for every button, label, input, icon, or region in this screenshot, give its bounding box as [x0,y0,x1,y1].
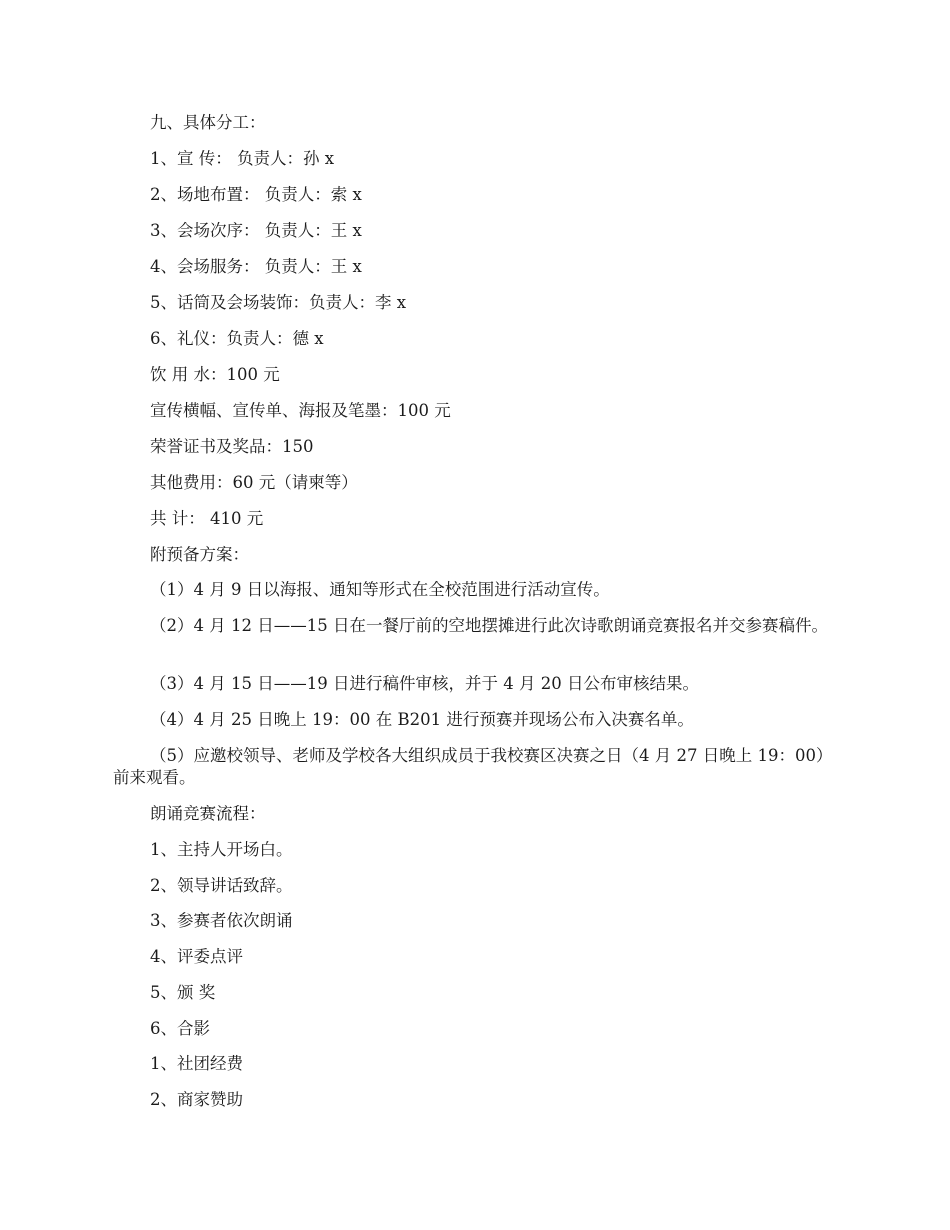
funding-item: 1、社团经费 [150,1054,243,1073]
budget-total: 共 计： 410 元 [150,509,264,528]
division-item: 2、场地布置： 负责人：索 x [150,185,362,204]
division-item: 1、宣 传： 负责人：孙 x [150,149,335,168]
flow-item: 3、参赛者依次朗诵 [150,911,293,930]
backup-item: （4）4 月 25 日晚上 19：00 在 B201 进行预赛并现场公布入决赛名单。 [150,710,694,729]
budget-item: 宣传横幅、宣传单、海报及笔墨：100 元 [150,401,451,420]
backup-item: （2）4 月 12 日——15 日在一餐厅前的空地摆摊进行此次诗歌朗诵竞赛报名并交参赛稿件。 [150,616,828,635]
backup-item: （5）应邀校领导、老师及学校各大组织成员于我校赛区决赛之日（4 月 27 日晚上 19：00）前来观看。 [113,746,833,787]
flow-item: 4、评委点评 [150,947,243,966]
budget-item: 荣誉证书及奖品：150 [150,437,314,456]
budget-item: 其他费用：60 元（请柬等） [150,473,358,492]
backup-item: （1）4 月 9 日以海报、通知等形式在全校范围进行活动宣传。 [150,580,610,599]
flow-item: 2、领导讲话致辞。 [150,876,293,895]
division-item: 5、话筒及会场装饰：负责人：李 x [150,293,407,312]
backup-item: （3）4 月 15 日——19 日进行稿件审核，并于 4 月 20 日公布审核结果。 [150,674,699,693]
funding-item: 2、商家赞助 [150,1090,243,1109]
flow-item: 6、合影 [150,1019,210,1038]
flow-item: 5、颁 奖 [150,983,216,1002]
division-item: 6、礼仪：负责人：德 x [150,329,324,348]
division-item: 4、会场服务： 负责人：王 x [150,257,362,276]
division-item: 3、会场次序： 负责人：王 x [150,221,362,240]
backup-title: 附预备方案： [150,545,249,564]
flow-title: 朗诵竞赛流程： [150,804,266,823]
budget-item: 饮 用 水：100 元 [150,365,280,384]
flow-item: 1、主持人开场白。 [150,840,293,859]
section-title: 九、具体分工： [150,113,266,132]
